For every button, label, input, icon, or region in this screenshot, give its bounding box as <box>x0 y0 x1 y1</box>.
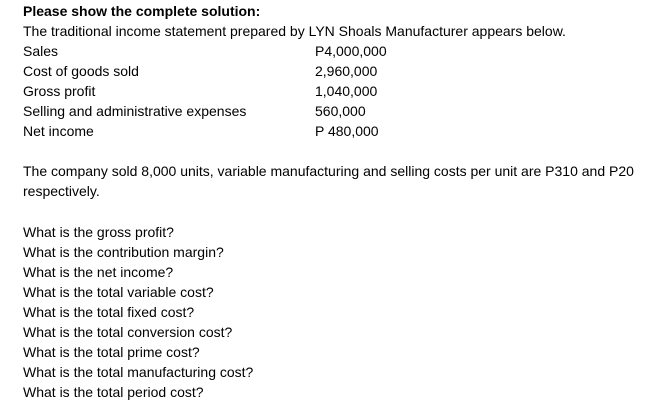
statement-label: Selling and administrative expenses <box>23 103 247 119</box>
units-and-costs-paragraph: The company sold 8,000 units, variable manufacturing and selling costs per unit are P310 and P20 respectively. <box>23 163 634 199</box>
statement-value: 2,960,000 <box>315 63 378 79</box>
question-item: What is the total manufacturing cost? <box>23 364 254 380</box>
document-page <box>23 0 648 403</box>
question-item: What is the net income? <box>23 264 174 280</box>
statement-row-net-income <box>23 121 423 141</box>
question-item: What is the total prime cost? <box>23 344 200 360</box>
question-item: What is the total variable cost? <box>23 284 214 300</box>
statement-row-cost-of-goods-sold <box>23 61 423 81</box>
statement-label: Sales <box>23 43 59 59</box>
problem-heading: Please show the complete solution: <box>23 3 261 19</box>
statement-label: Gross profit <box>23 83 96 99</box>
question-item: What is the total conversion cost? <box>23 324 233 340</box>
statement-row-gross-profit <box>23 81 423 101</box>
question-item: What is the total fixed cost? <box>23 304 195 320</box>
statement-label: Net income <box>23 123 94 139</box>
problem-intro: The traditional income statement prepared by LYN Shoals Manufacturer appears below. <box>23 23 566 39</box>
statement-label: Cost of goods sold <box>23 63 139 79</box>
question-item: What is the gross profit? <box>23 224 174 240</box>
statement-row-sales <box>23 41 423 61</box>
question-list <box>23 222 253 402</box>
question-item: What is the contribution margin? <box>23 244 224 260</box>
question-item: What is the total period cost? <box>23 384 204 400</box>
statement-value: 560,000 <box>315 103 366 119</box>
statement-value: P 480,000 <box>315 123 379 139</box>
statement-value: 1,040,000 <box>315 83 378 99</box>
statement-row-selling-admin-expenses <box>23 101 423 121</box>
statement-value: P4,000,000 <box>315 43 387 59</box>
